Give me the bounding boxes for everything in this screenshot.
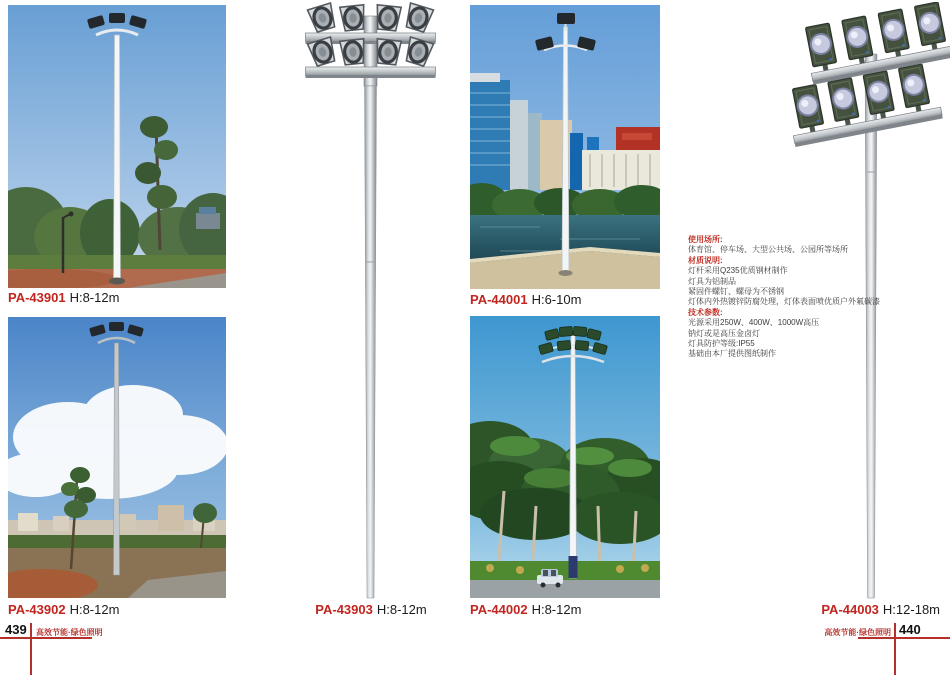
footer-divider-left: [30, 623, 32, 675]
product-height: H:6-10m: [531, 292, 582, 307]
footer-divider-right: [894, 623, 896, 675]
product-height: H:8-12m: [531, 602, 582, 617]
spec-heading-technical: 技术参数:: [688, 307, 723, 317]
road: [470, 580, 660, 598]
pole-shaft: [365, 86, 377, 598]
product-code: PA-44003: [821, 602, 879, 617]
spec-heading-material: 材质说明:: [688, 255, 723, 265]
spec-line: 灯具防护等级:IP55: [688, 339, 755, 349]
floodlight-top: [557, 13, 575, 24]
footer-slogan-right: 高效节能·绿色照明: [824, 628, 891, 637]
product-height: H:8-12m: [69, 290, 120, 305]
product-label-pa-44002: [470, 602, 581, 617]
product-height: H:8-12m: [376, 602, 427, 617]
spec-line: 紧固件螺钉、螺母为不锈钢: [688, 287, 784, 297]
spec-panel: [688, 235, 928, 360]
product-photo-5: [470, 316, 660, 598]
product-photo-4: [470, 5, 660, 289]
product-label-pa-43903: [301, 602, 441, 617]
photo-pa-43902: [8, 317, 226, 598]
pole-base-sleeve: [569, 556, 578, 578]
product-photo-2: [8, 317, 226, 598]
product-label-pa-44001: [470, 292, 581, 307]
product-label-pa-43901: [8, 290, 119, 305]
render-pole-pa-43903: [300, 2, 441, 600]
spec-heading-usage: 使用场所:: [688, 235, 723, 244]
spec-line: 基础由本厂提供图纸制作: [688, 349, 776, 359]
product-code: PA-43902: [8, 602, 66, 617]
spec-line: 灯杆采用Q235优质钢材制作: [688, 266, 788, 276]
spec-line: 钠灯或是高压金卤灯: [688, 328, 760, 338]
photo-pa-44002: [470, 316, 660, 598]
product-label-pa-43902: [8, 602, 119, 617]
product-height: H:12-18m: [882, 602, 940, 617]
spec-line: 光源采用250W、400W、1000W高压: [688, 318, 820, 328]
footer-slogan-left: 高效节能·绿色照明: [36, 628, 103, 637]
spec-line: 体育馆、停车场、大型公共场、公园所等场所: [688, 245, 848, 255]
product-code: PA-44001: [470, 292, 528, 307]
product-label-pa-44003: [758, 602, 940, 617]
product-photo-1: [8, 5, 226, 288]
product-height: H:8-12m: [69, 602, 120, 617]
grass: [470, 561, 660, 580]
photo-pa-44001: [470, 5, 660, 289]
page-number-left: 439: [5, 622, 27, 637]
page-number-right: 440: [899, 622, 921, 637]
floodlight-tier-top: [803, 2, 950, 85]
photo-pa-43901: [8, 5, 226, 288]
spec-line: 灯具为铝制品: [688, 276, 736, 286]
product-code: PA-43901: [8, 290, 66, 305]
product-code: PA-43903: [315, 602, 373, 617]
spec-line: 灯体内外热镀锌防腐处理，灯体表面喷优质户外氟碳漆: [688, 297, 880, 307]
product-code: PA-44002: [470, 602, 528, 617]
